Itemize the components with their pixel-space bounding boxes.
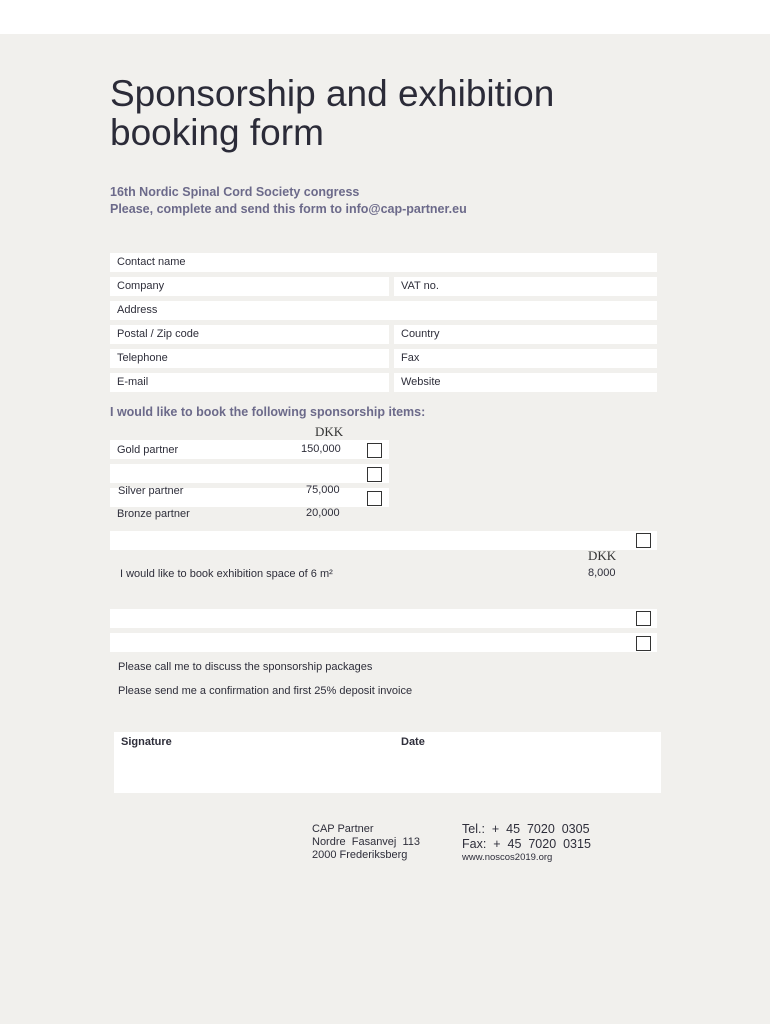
company-label: Company [117,280,165,292]
sponsorship-heading: I would like to book the following sponsorship items: [110,405,426,419]
confirmation-option-checkbox[interactable] [636,636,651,651]
address-field[interactable] [110,301,657,320]
bronze-partner-label: Bronze partner [117,508,190,520]
exhibition-price: 8,000 [588,567,616,579]
call-option-checkbox[interactable] [636,611,651,626]
country-field[interactable] [394,325,657,344]
title-line-2: booking form [110,112,324,153]
gold-partner-price: 150,000 [301,443,341,455]
silver-partner-price: 75,000 [306,484,340,496]
signature-box[interactable] [114,732,661,793]
email-label: E-mail [117,376,149,388]
company-field[interactable] [110,277,389,296]
form-instruction: Please, complete and send this form to info@cap-partner.eu [110,202,467,216]
address-label: Address [117,304,158,316]
exhibition-currency: DKK [588,548,617,563]
footer-street: Nordre Fasanvej 113 [312,836,421,848]
page-title [110,74,554,152]
footer-city: 2000 Frederiksberg [312,849,408,861]
call-option-row [110,609,657,628]
call-option-label: Please call me to discuss the sponsorship packages [118,661,373,673]
confirmation-option-label: Please send me a confirmation and first 25% deposit invoice [118,685,413,697]
vat-field[interactable] [394,277,657,296]
title-line-1: Sponsorship and exhibition [110,73,555,114]
gold-partner-checkbox[interactable] [367,443,382,458]
vat-label: VAT no. [401,280,439,292]
spacer-row [110,464,389,483]
date-label: Date [401,736,425,748]
gold-partner-label: Gold partner [117,444,179,456]
fax-label: Fax [401,352,420,364]
country-label: Country [401,328,440,340]
exhibition-label: I would like to book exhibition space of 6 m² [120,568,333,580]
bronze-partner-price: 20,000 [306,507,340,519]
postal-code-field[interactable] [110,325,389,344]
form-page [0,34,770,1024]
footer-website[interactable]: www.noscos2019.org [462,852,553,863]
silver-partner-label: Silver partner [118,485,184,497]
congress-name: 16th Nordic Spinal Cord Society congress [110,185,360,199]
footer-tel: Tel.: + 45 7020 0305 [462,822,590,836]
bronze-partner-checkbox[interactable] [367,491,382,506]
footer-fax: Fax: + 45 7020 0315 [462,837,591,851]
exhibition-checkbox[interactable] [636,533,651,548]
footer-company: CAP Partner [312,823,374,835]
sponsorship-currency: DKK [315,424,344,439]
confirmation-option-row [110,633,657,652]
website-label: Website [401,376,441,388]
contact-name-field[interactable] [110,253,657,272]
postal-code-label: Postal / Zip code [117,328,199,340]
telephone-field[interactable] [110,349,389,368]
contact-name-label: Contact name [117,256,186,268]
website-field[interactable] [394,373,657,392]
signature-label: Signature [121,736,172,748]
exhibition-row [110,531,657,550]
fax-field[interactable] [394,349,657,368]
silver-partner-checkbox[interactable] [367,467,382,482]
telephone-label: Telephone [117,352,168,364]
email-field[interactable] [110,373,389,392]
